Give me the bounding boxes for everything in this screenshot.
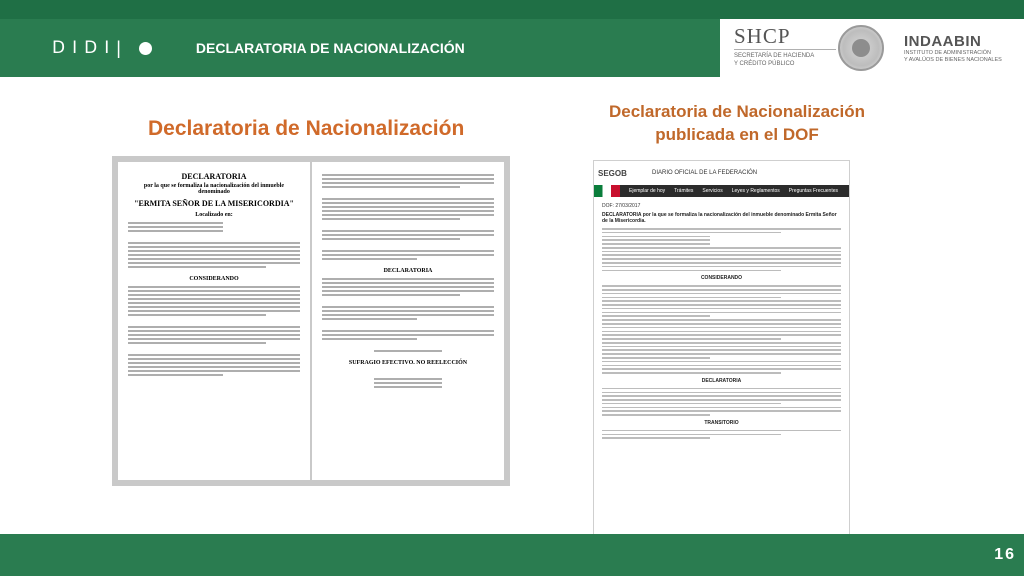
dof-nav-bar — [594, 185, 849, 197]
dof-name: DIARIO OFICIAL DE LA FEDERACIÓN — [652, 170, 758, 176]
page1-heading: DECLARATORIA — [181, 172, 247, 181]
page-number: 16 — [994, 546, 1016, 563]
right-title-line2: publicada en el DOF — [655, 125, 819, 144]
page1-subheading: por la que se formaliza la nacionalización del inmueble denominado — [143, 183, 285, 195]
national-seal-icon — [838, 25, 884, 71]
page1-section: CONSIDERANDO — [189, 276, 239, 282]
dof-section-2: DECLARATORIA — [701, 377, 742, 384]
dof-section-3: TRANSITORIO — [704, 419, 739, 426]
dof-body — [594, 197, 849, 447]
declaratoria-document-image — [112, 156, 510, 486]
page2-section: DECLARATORIA — [383, 268, 433, 274]
document-page-1 — [118, 162, 310, 480]
top-green-bar — [0, 0, 1024, 19]
indaabin-logo — [904, 33, 1020, 64]
brand-separator: | — [116, 37, 121, 58]
dof-nav-item-0: Ejemplar de hoy — [629, 188, 666, 194]
page1-location-label: Localizado en: — [195, 212, 233, 218]
right-document-title — [580, 100, 894, 146]
document-page-2 — [312, 162, 504, 480]
indaabin-name: INDAABIN — [904, 33, 982, 50]
dof-masthead — [594, 161, 849, 185]
shcp-line1: SECRETARÍA DE HACIENDA — [734, 53, 815, 59]
shcp-line2: Y CRÉDITO PÚBLICO — [734, 61, 795, 67]
dof-nav-item-4: Preguntas Frecuentes — [788, 188, 838, 194]
footer-band — [0, 534, 1024, 576]
indaabin-line1: INSTITUTO DE ADMINISTRACIÓN — [904, 50, 991, 56]
page1-property-name: "ERMITA SEÑOR DE LA MISERICORDIA" — [134, 199, 294, 208]
header-title: DECLARATORIA DE NACIONALIZACIÓN — [195, 40, 465, 56]
shcp-divider — [734, 49, 836, 50]
dof-nav-item-3: Leyes y Reglamentos — [731, 188, 780, 194]
right-title-line1: Declaratoria de Nacionalización — [608, 102, 866, 121]
shcp-name: SHCP — [734, 24, 791, 48]
logos-area — [720, 19, 1024, 77]
left-document-title: Declaratoria de Nacionalización — [148, 117, 465, 140]
dof-nav-item-1: Trámites — [674, 188, 694, 194]
mexico-flag-icon — [594, 185, 620, 197]
dof-publication-image — [593, 160, 850, 570]
shcp-logo — [734, 25, 836, 68]
bullet-dot-icon — [139, 42, 152, 55]
dof-lead: DECLARATORIA por la que se formaliza la nacionalización del inmueble denominado Ermita Señor de la Misericordia. — [602, 212, 837, 224]
brand-text: DIDI — [52, 38, 117, 58]
dof-date: DOF: 27/03/2017 — [602, 203, 641, 209]
dof-section-1: CONSIDERANDO — [700, 275, 743, 282]
page2-footer: SUFRAGIO EFECTIVO. NO REELECCIÓN — [348, 360, 468, 366]
segob-logo: SEGOB — [598, 168, 627, 178]
dof-nav-item-2: Servicios — [702, 188, 723, 194]
indaabin-line2: Y AVALÚOS DE BIENES NACIONALES — [904, 57, 1002, 63]
header-band — [0, 19, 720, 77]
